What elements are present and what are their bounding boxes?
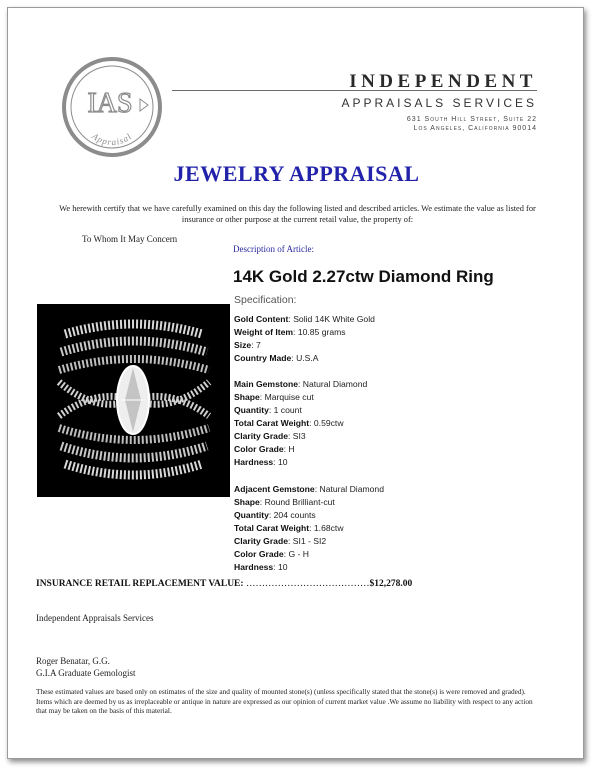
- spec-country: Country Made: U.S.A: [234, 353, 319, 363]
- company-subtitle: APPRAISALS SERVICES: [341, 96, 537, 110]
- footer-company: Independent Appraisals Services: [36, 613, 154, 623]
- spec-adjacent-carat: Total Carat Weight: 1.68ctw: [234, 523, 344, 533]
- company-address-line1: 631 South Hill Street, Suite 22: [406, 116, 537, 123]
- spec-size: Size: 7: [234, 340, 261, 350]
- item-title: 14K Gold 2.27ctw Diamond Ring: [233, 267, 494, 286]
- ring-photo: [37, 304, 230, 497]
- spec-adjacent-gemstone: Adjacent Gemstone: Natural Diamond: [234, 484, 384, 494]
- insurance-dots: …………………………………: [245, 579, 370, 589]
- insurance-label: INSURANCE RETAIL REPLACEMENT VALUE:: [36, 579, 244, 589]
- specification-label: Specification:: [234, 294, 297, 306]
- spec-weight: Weight of Item: 10.85 grams: [234, 327, 346, 337]
- diamond-ring-image: [37, 304, 230, 497]
- spec-main-clarity: Clarity Grade: SI3: [234, 431, 306, 441]
- insurance-value-line: [36, 579, 412, 589]
- spec-adjacent-hardness: Hardness: 10: [234, 562, 288, 572]
- ias-logo: [60, 55, 164, 159]
- logo-arc-text: Appraisal: [90, 131, 134, 148]
- signer-title: G.I.A Graduate Gemologist: [36, 668, 136, 678]
- spec-adjacent-shape: Shape: Round Brilliant-cut: [234, 497, 335, 507]
- spec-main-quantity: Quantity: 1 count: [234, 405, 302, 415]
- spec-main-gemstone: Main Gemstone: Natural Diamond: [234, 379, 368, 389]
- insurance-value: $12,278.00: [369, 579, 413, 589]
- spec-adjacent-clarity: Clarity Grade: SI1 - SI2: [234, 536, 327, 546]
- spec-main-carat: Total Carat Weight: 0.59ctw: [234, 418, 344, 428]
- document-title: JEWELRY APPRAISAL: [173, 161, 420, 186]
- logo-monogram: IAS: [87, 88, 133, 119]
- company-name: INDEPENDENT: [349, 71, 537, 92]
- spec-main-shape: Shape: Marquise cut: [234, 392, 314, 402]
- spec-gold-content: Gold Content: Solid 14K White Gold: [234, 314, 375, 324]
- signer-name: Roger Benatar, G.G.: [36, 656, 110, 666]
- description-label: Description of Article:: [233, 244, 314, 254]
- recipient: To Whom It May Concern: [82, 234, 178, 244]
- spec-adjacent-color: Color Grade: G - H: [234, 549, 309, 559]
- company-address-line2: Los Angeles, California 90014: [413, 125, 537, 132]
- spec-main-hardness: Hardness: 10: [234, 457, 288, 467]
- spec-main-color: Color Grade: H: [234, 444, 295, 454]
- spec-adjacent-quantity: Quantity: 204 counts: [234, 510, 316, 520]
- certification-text: We herewith certify that we have carefully examined on this day the following listed and described articles. We estimate the value as listed for insurance or other purpose at the current retail value, the property of:: [59, 204, 536, 224]
- disclaimer-text: These estimated values are based only on estimates of the size and quality of mounted stone(s) (unless specifically stated that the stone(s) is were removed and graded). Items which are deemed by us as irreplaceable or antique in nature are expressed as our opinion of current market value .We assume no liability with respect to any action that may be taken on the basis of this material.: [36, 687, 533, 716]
